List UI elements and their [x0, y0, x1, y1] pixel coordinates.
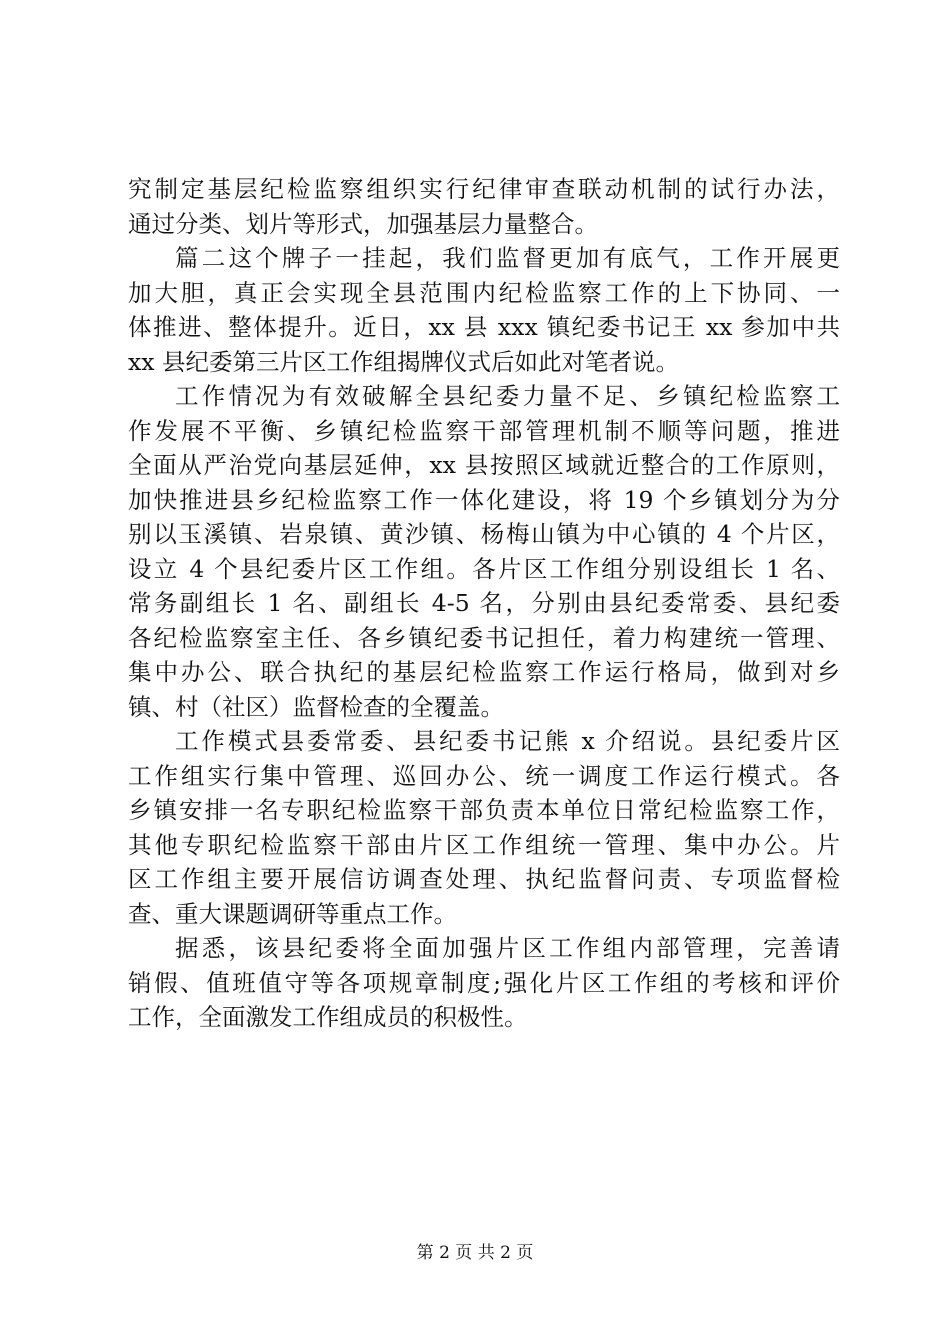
text-line: 各纪检监察室主任、各乡镇纪委书记担任，着力构建统一管理、 — [128, 623, 840, 652]
text-line: 工作，全面激发工作组成员的积极性。 — [128, 1003, 528, 1031]
text-line: 查、重大课题调研等重点工作。 — [128, 899, 457, 928]
text-line: 工作情况为有效破解全县纪委力量不足、乡镇纪检监察工 — [175, 382, 840, 410]
text-line: 据悉，该县纪委将全面加强片区工作组内部管理，完善请 — [175, 934, 840, 962]
text-line: 集中办公、联合执纪的基层纪检监察工作运行格局，做到对乡 — [128, 658, 840, 686]
text-line: 镇、村（社区）监督检查的全覆盖。 — [128, 692, 504, 721]
text-line: 究制定基层纪检监察组织实行纪律审查联动机制的试行办法， — [128, 175, 840, 203]
text-line: 常务副组长 1 名、副组长 4-5 名，分别由县纪委常委、县纪委 — [128, 589, 840, 617]
text-line: 全面从严治党向基层延伸，xx 县按照区域就近整合的工作原则， — [128, 451, 840, 479]
text-line: 销假、值班值守等各项规章制度;强化片区工作组的考核和评价 — [128, 968, 840, 997]
text-line: 乡镇安排一名专职纪检监察干部负责本单位日常纪检监察工作， — [128, 796, 840, 824]
text-line: 通过分类、划片等形式，加强基层力量整合。 — [128, 209, 598, 238]
text-line: 工作模式县委常委、县纪委书记熊 x 介绍说。县纪委片区 — [175, 727, 840, 755]
text-line: 加快推进县乡纪检监察工作一体化建设，将 19 个乡镇划分为分 — [128, 485, 840, 514]
text-line: 设立 4 个县纪委片区工作组。各片区工作组分别设组长 1 名、 — [128, 554, 840, 583]
text-line: 其他专职纪检监察干部由片区工作组统一管理、集中办公。片 — [128, 830, 840, 859]
text-line: 加大胆，真正会实现全县范围内纪检监察工作的上下协同、一 — [128, 278, 840, 307]
text-line: 体推进、整体提升。近日，xx 县 xxx 镇纪委书记王 xx 参加中共 — [128, 313, 840, 341]
text-line: 篇二这个牌子一挂起，我们监督更加有底气，工作开展更 — [175, 244, 840, 272]
page-footer: 第 2 页 共 2 页 — [416, 1243, 534, 1263]
text-line: 作发展不平衡、乡镇纪检监察干部管理机制不顺等问题，推进 — [128, 416, 840, 445]
text-line: xx 县纪委第三片区工作组揭牌仪式后如此对笔者说。 — [128, 347, 679, 376]
text-line: 工作组实行集中管理、巡回办公、统一调度工作运行模式。各 — [128, 761, 840, 790]
document-body — [128, 172, 840, 1035]
text-line: 别以玉溪镇、岩泉镇、黄沙镇、杨梅山镇为中心镇的 4 个片区， — [128, 520, 840, 548]
text-line: 区工作组主要开展信访调查处理、执纪监督问责、专项监督检 — [128, 865, 840, 893]
